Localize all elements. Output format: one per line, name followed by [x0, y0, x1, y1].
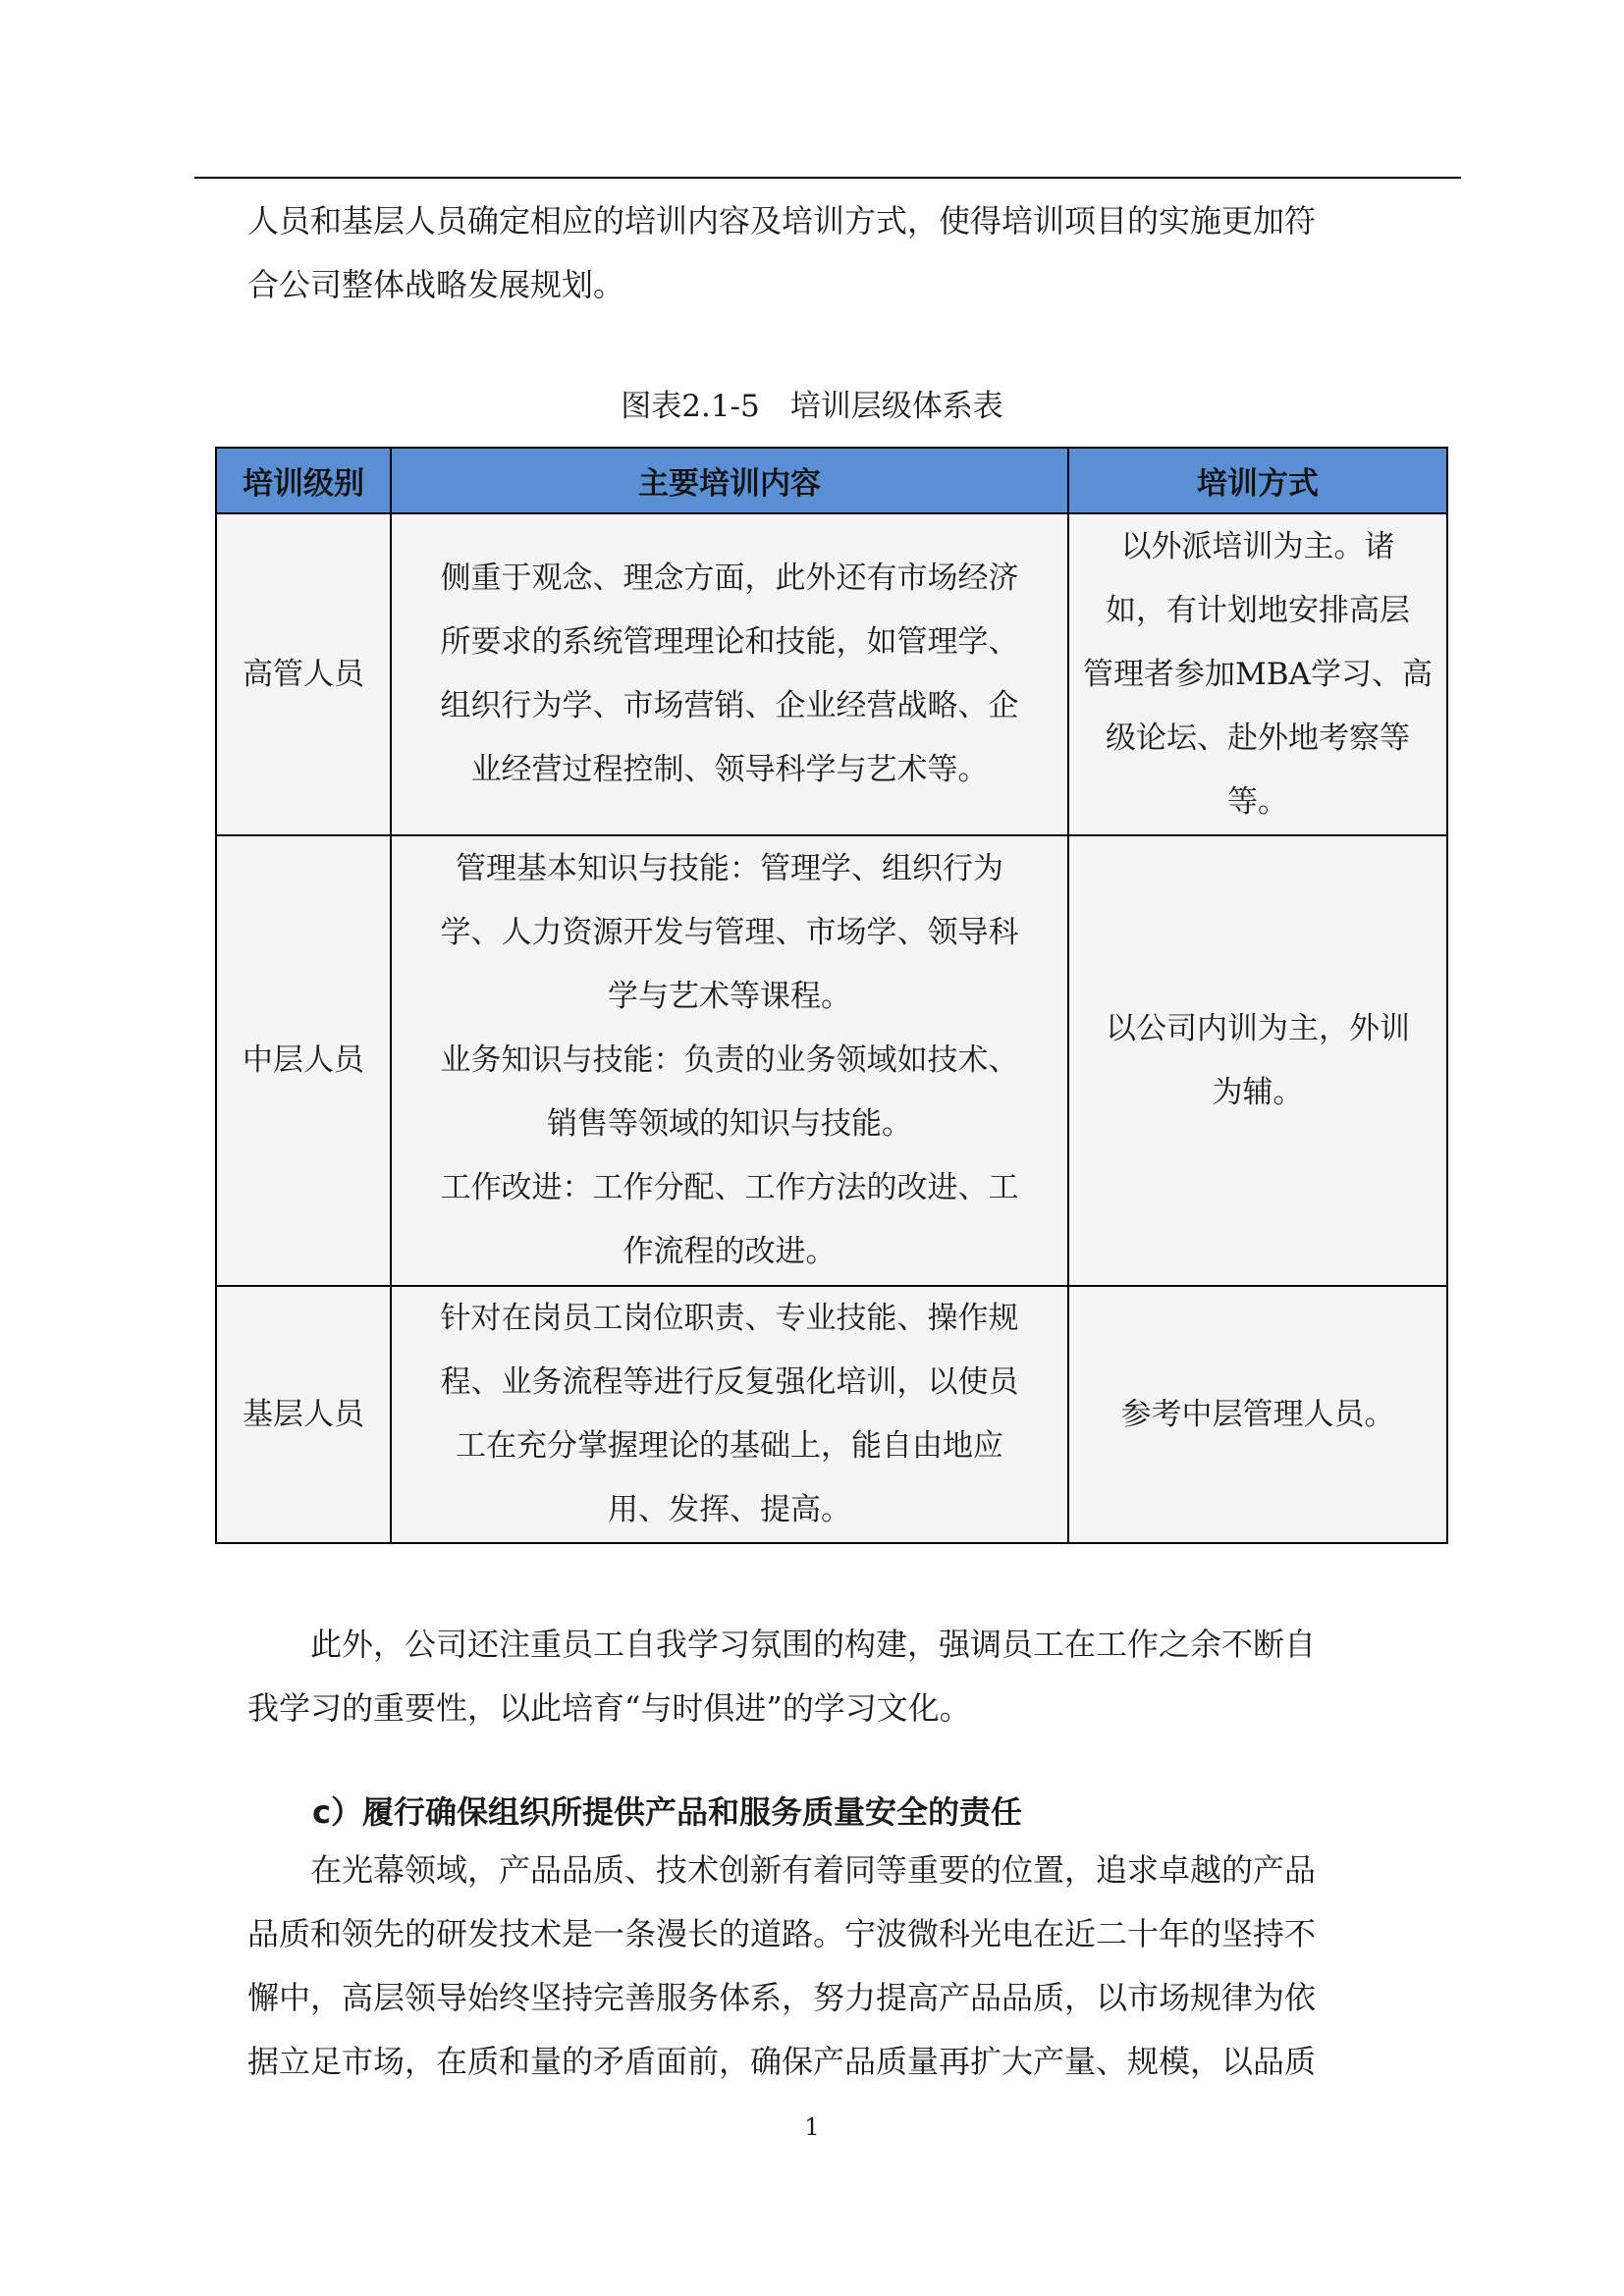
method-cell: [1068, 835, 1447, 1286]
content-line: 业经营过程控制、领导科学与艺术等。: [470, 752, 989, 787]
column-header-content: 主要培训内容: [391, 448, 1068, 513]
level-cell: 基层人员: [216, 1286, 391, 1543]
section-c-line: 在光幕领域，产品品质、技术创新有着同等重要的位置，追求卓越的产品: [310, 1851, 1317, 1889]
content-line: 程、业务流程等进行反复强化培训，以使员: [440, 1364, 1019, 1400]
content-line: 所要求的系统管理理论和技能，如管理学、: [440, 624, 1019, 660]
method-line: 参考中层管理人员。: [1120, 1396, 1395, 1432]
intro-line: 人员和基层人员确定相应的培训内容及培训方式，使得培训项目的实施更加符: [247, 202, 1317, 240]
content-line: 管理基本知识与技能：管理学、组织行为: [456, 851, 1003, 886]
column-header-method: 培训方式: [1068, 448, 1447, 513]
content-line: 工作改进：工作分配、工作方法的改进、工: [440, 1170, 1019, 1205]
after-table-line: 此外，公司还注重员工自我学习氛围的构建，强调员工在工作之余不断自: [310, 1626, 1317, 1663]
method-line: 如，有计划地安排高层: [1106, 592, 1410, 628]
method-line: 级论坛、赴外地考察等: [1106, 720, 1410, 756]
table-row: [216, 835, 1447, 1286]
section-c-line: 据立足市场，在质和量的矛盾面前，确保产品质量再扩大产量、规模，以品质: [247, 2043, 1317, 2080]
section-c-heading: c）履行确保组织所提供产品和服务质量安全的责任: [312, 1793, 1022, 1831]
method-line: 等。: [1227, 783, 1288, 820]
method-line: 以公司内训为主，外训: [1106, 1010, 1410, 1046]
content-cell: [391, 1286, 1068, 1543]
section-c-line: 品质和领先的研发技术是一条漫长的道路。宁波微科光电在近二十年的坚持不: [247, 1915, 1317, 1952]
section-c-paragraph: [247, 1839, 1386, 2094]
after-table-line: 我学习的重要性，以此培育“与时俱进”的学习文化。: [247, 1689, 971, 1727]
content-cell: [391, 835, 1068, 1286]
content-line: 学与艺术等课程。: [608, 979, 851, 1014]
training-level-table: [215, 447, 1448, 1544]
method-line: 以外派培训为主。诸: [1120, 528, 1395, 564]
content-line: 学、人力资源开发与管理、市场学、领导科: [440, 915, 1019, 950]
after-table-paragraph: [247, 1613, 1386, 1740]
level-cell: 中层人员: [216, 835, 391, 1286]
intro-line: 合公司整体战略发展规划。: [247, 266, 625, 303]
content-line: 工在充分掌握理论的基础上，能自由地应: [456, 1428, 1003, 1464]
content-cell: [391, 513, 1068, 835]
method-cell: [1068, 513, 1447, 835]
page-number: 1: [804, 2113, 820, 2141]
method-cell: [1068, 1286, 1447, 1543]
table-row: [216, 1286, 1447, 1543]
content-line: 组织行为学、市场营销、企业经营战略、企: [440, 688, 1019, 723]
content-line: 作流程的改进。: [623, 1234, 837, 1269]
level-cell: 高管人员: [216, 513, 391, 835]
content-line: 侧重于观念、理念方面，此外还有市场经济: [440, 561, 1019, 596]
table-header-row: [216, 448, 1447, 513]
method-line: 为辅。: [1212, 1074, 1304, 1110]
column-header-level: 培训级别: [216, 448, 391, 513]
section-c-line: 懈中，高层领导始终坚持完善服务体系，努力提高产品品质，以市场规律为依: [247, 1979, 1317, 2016]
content-line: 针对在岗员工岗位职责、专业技能、操作规: [440, 1301, 1019, 1336]
method-line: 管理者参加MBA学习、高: [1083, 656, 1433, 692]
content-line: 销售等领域的知识与技能。: [547, 1106, 912, 1142]
table-caption: 图表2.1-5 培训层级体系表: [621, 389, 1003, 424]
content-line: 业务知识与技能：负责的业务领域如技术、: [440, 1042, 1019, 1078]
table-row: [216, 513, 1447, 835]
header-rule: [194, 177, 1461, 179]
intro-paragraph: [247, 189, 1386, 317]
content-line: 用、发挥、提高。: [608, 1492, 851, 1527]
